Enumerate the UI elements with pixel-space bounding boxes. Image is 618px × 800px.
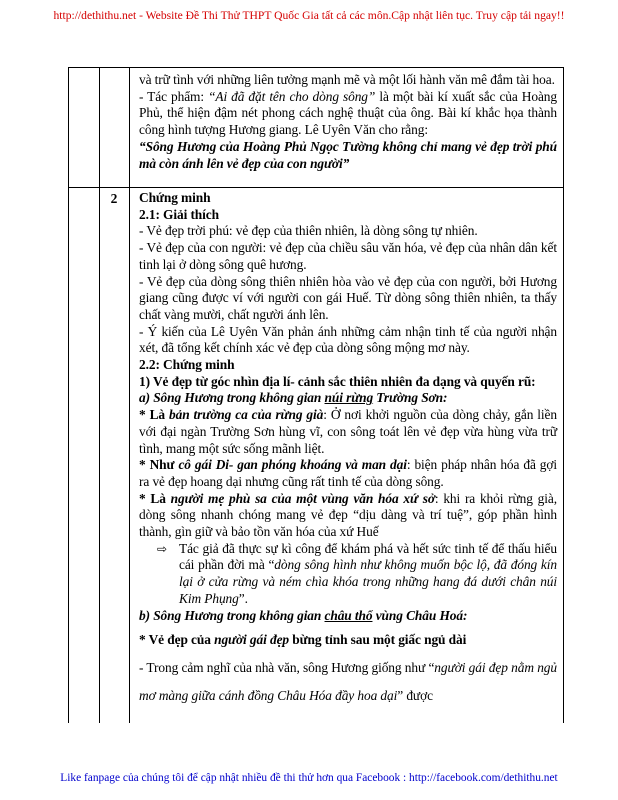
row1-p2-text: là một bài kí xuất sắc của Hoàng Phủ, thể hiện đậm nét phong cách nghệ thuật của ông. Bài kí khắc họa thành công hình tượng Hương giang. Lê Uyên Văn cho rằng: xyxy=(139,88,557,138)
part-b-suffix: vùng Châu Hoá: xyxy=(372,607,468,623)
point-a-2 xyxy=(139,457,557,490)
row1-p2-prefix: - Tác phẩm: xyxy=(139,88,209,104)
bullet-3-text: : khi ra khỏi rừng già, dòng sông nhanh chóng mang vẻ đẹp “dịu dàng và trí tuệ”, góp phần hình thành, gìn giữ và bảo tồn văn hóa của xứ Huế xyxy=(139,490,557,540)
point-a-3 xyxy=(139,491,557,541)
point-b-1 xyxy=(139,626,557,654)
bullet-1-star: * Là xyxy=(139,407,170,423)
bullet-2-text: : biện pháp nhân hóa đã gợi ra vẻ đẹp hoang dại nhưng cũng rất tinh tế của dòng sông. xyxy=(139,457,557,489)
point-a-1 xyxy=(139,407,557,457)
column-divider-left xyxy=(99,68,100,723)
arrow-note-text xyxy=(179,541,557,608)
bullet-3-key: người mẹ phù sa của một vùng văn hóa xứ sở xyxy=(170,490,435,506)
bullet-1-key: bản trường ca của rừng già xyxy=(169,407,324,423)
row-number: 2 xyxy=(110,191,118,206)
bullet-2-star: * Như xyxy=(139,457,179,473)
quote: “Sông Hương của Hoàng Phủ Ngọc Tường không chỉ mang vẻ đẹp trời phú mà còn ánh lên vẻ đẹp của con người” xyxy=(139,138,557,171)
subsection-explain: 2.1: Giải thích xyxy=(139,206,219,222)
explain-item-4: - Ý kiến của Lê Uyên Văn phản ánh những cảm nhận tinh tế của người nhận xét, đã tổng kết chính xác vẻ đẹp của dòng sông mộng mơ này. xyxy=(139,323,557,356)
row1-paragraph-2 xyxy=(139,89,557,139)
bullet-5-text-b: ” được xyxy=(397,688,433,704)
column-divider-right xyxy=(129,68,130,723)
row1-paragraph-1: và trữ tình với những liên tưởng mạnh mẽ và một lối hành văn mê đắm tài hoa. xyxy=(139,72,555,87)
section-heading: Chứng minh xyxy=(139,190,211,205)
bullet-2-key: cô gái Di- gan phóng khoáng và man dại xyxy=(178,457,407,473)
part-a-heading xyxy=(139,390,557,407)
explain-item-3: - Vẻ đẹp của dòng sông thiên nhiên hòa vào vẻ đẹp của con người, bởi Hương giang cũng được ví với người con gái Huế. Từ dòng sông thiên nhiên, ta thấy chất vàng mười, chất người ánh lên. xyxy=(139,273,557,322)
part-a-suffix: Trường Sơn: xyxy=(373,390,448,406)
part-a-underline: núi rừng xyxy=(324,390,374,406)
bullet-4-text: bừng tỉnh sau một giấc ngủ dài xyxy=(289,632,467,648)
answer-table xyxy=(68,67,564,723)
arrow-text-a: Tác giả đã thực sự kì công để khám phá và hết sức tinh tế để thấu hiểu cái phần đời mà “ xyxy=(179,540,557,573)
arrow-text-end: ”. xyxy=(238,590,248,606)
explain-item-2: - Vẻ đẹp của con người: vẻ đẹp của chiều sâu văn hóa, vẻ đẹp của nhân dân kết tinh lại ở dòng sông quê hương. xyxy=(139,240,557,272)
arrow-text-quote: dòng sông hình như không muốn bộc lộ, đã đóng kín lại ở cửa rừng và ném chìa khóa trong những hang đá dưới chân núi Kim Phụng xyxy=(179,557,557,606)
part-a-prefix: a) Sông Hương trong không gian xyxy=(139,390,325,406)
bullet-5-quote: người gái đẹp nằm ngủ mơ màng giữa cánh đồng Châu Hóa đầy hoa dại xyxy=(139,660,557,704)
point-1: 1) Vẻ đẹp từ góc nhìn địa lí- cảnh sắc thiên nhiên đa dạng và quyến rũ: xyxy=(139,373,536,389)
part-b-prefix: b) Sông Hương trong không gian xyxy=(139,607,325,623)
part-b-heading xyxy=(139,608,557,625)
bullet-1-text: : Ở nơi khởi nguồn của dòng chảy, gắn liền với đại ngàn Trường Sơn hùng vĩ, con sông toát lên vẻ đẹp vừa hùng vừa trữ tình, mang một sức sống mãnh liệt. xyxy=(139,407,557,456)
bullet-4-star: * Vẻ đẹp của xyxy=(139,632,215,648)
arrow-note xyxy=(139,541,557,608)
point-b-2 xyxy=(139,654,557,710)
part-b-underline: châu thổ xyxy=(324,607,373,623)
work-title: “Ai đã đặt tên cho dòng sông” xyxy=(208,88,376,104)
subsection-prove: 2.2: Chứng minh xyxy=(139,357,235,373)
header-banner[interactable]: http://dethithu.net - Website Đề Thi Thử THPT Quốc Gia tất cả các môn.Cập nhật liên tục. Truy cập tải ngay!! xyxy=(53,9,565,22)
row-2-content xyxy=(139,190,557,710)
row-1-content xyxy=(139,72,557,172)
bullet-5-text-a: - Trong cảm nghĩ của nhà văn, sông Hương giống như “ xyxy=(139,660,435,676)
bullet-4-key: người gái đẹp xyxy=(214,632,290,648)
bullet-3-star: * Là xyxy=(139,490,171,506)
footer-banner[interactable]: Like fanpage của chúng tôi để cập nhật nhiều đề thi thử hơn qua Facebook : http://facebook.com/dethithu.net xyxy=(60,772,558,784)
explain-item-1: - Vẻ đẹp trời phú: vẻ đẹp của thiên nhiên, là dòng sông tự nhiên. xyxy=(139,223,478,239)
arrow-right-icon: ⇨ xyxy=(157,541,167,556)
row-divider xyxy=(69,187,563,188)
